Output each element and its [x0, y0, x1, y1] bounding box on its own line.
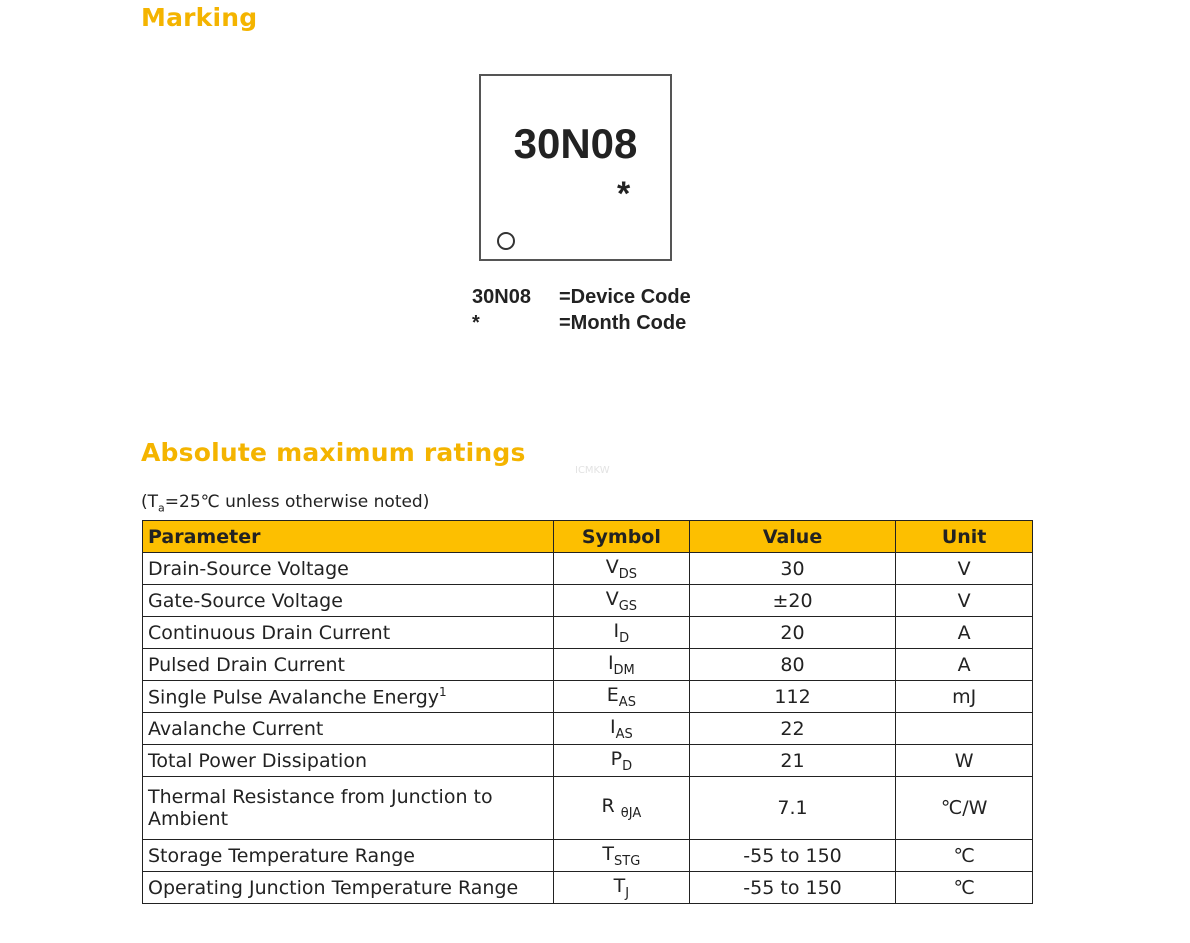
cell-unit	[896, 713, 1033, 745]
cell-value: 112	[689, 681, 895, 713]
parameter-text: Continuous Drain Current	[148, 621, 391, 644]
symbol-subscript: GS	[618, 598, 638, 614]
cell-parameter	[143, 681, 554, 713]
cell-parameter	[143, 713, 554, 745]
condition-prefix: (T	[141, 492, 159, 512]
legend-key: 30N08	[472, 286, 531, 308]
symbol-main: E	[606, 683, 619, 706]
cell-symbol	[553, 681, 689, 713]
cell-unit: ℃	[896, 872, 1033, 904]
table-row	[143, 777, 1033, 840]
cell-value: 20	[689, 617, 895, 649]
symbol-subscript: J	[625, 885, 630, 901]
package-device-code: 30N08	[513, 120, 638, 167]
parameter-text: Operating Junction Temperature Range	[148, 876, 519, 899]
cell-symbol	[553, 713, 689, 745]
marking-legend	[472, 284, 691, 336]
cell-unit: V	[896, 585, 1033, 617]
absolute-maximum-ratings-table	[142, 520, 1033, 904]
legend-key: *	[472, 312, 480, 334]
table-row	[143, 713, 1033, 745]
symbol-subscript: θJA	[620, 805, 642, 821]
table-body	[143, 553, 1033, 904]
symbol-subscript: DM	[613, 662, 635, 678]
cell-value: -55 to 150	[689, 840, 895, 872]
condition-subscript: a	[158, 501, 165, 515]
legend-row-month-code	[472, 310, 691, 336]
cell-symbol	[553, 585, 689, 617]
cell-value: 21	[689, 745, 895, 777]
parameter-text: Pulsed Drain Current	[148, 653, 345, 676]
ratings-section-title: Absolute maximum ratings	[141, 438, 526, 467]
cell-unit: ℃	[896, 840, 1033, 872]
package-marking-diagram	[479, 74, 672, 261]
cell-unit: mJ	[896, 681, 1033, 713]
cell-parameter	[143, 617, 554, 649]
symbol-subscript: D	[619, 630, 630, 646]
cell-value: ±20	[689, 585, 895, 617]
cell-parameter	[143, 553, 554, 585]
parameter-text: Storage Temperature Range	[148, 844, 415, 867]
cell-value: -55 to 150	[689, 872, 895, 904]
cell-parameter	[143, 745, 554, 777]
legend-row-device-code	[472, 284, 691, 310]
header-parameter: Parameter	[143, 521, 554, 553]
symbol-main: P	[610, 747, 623, 770]
symbol-main: I	[607, 651, 614, 674]
header-symbol: Symbol	[553, 521, 689, 553]
symbol-subscript: AS	[615, 726, 633, 742]
parameter-text: Thermal Resistance from Junction to Ambient	[148, 786, 493, 830]
cell-symbol	[553, 553, 689, 585]
table-row	[143, 617, 1033, 649]
cell-parameter	[143, 872, 554, 904]
pin1-indicator-icon	[497, 232, 515, 250]
cell-unit: ℃/W	[896, 777, 1033, 840]
cell-value: 22	[689, 713, 895, 745]
table-row	[143, 872, 1033, 904]
condition-suffix: =25℃ unless otherwise noted)	[164, 492, 430, 512]
table-header-row	[143, 521, 1033, 553]
package-month-code: *	[617, 175, 631, 213]
footnote-marker: 1	[439, 684, 447, 699]
symbol-subscript: DS	[618, 566, 637, 582]
table-row	[143, 840, 1033, 872]
cell-value: 30	[689, 553, 895, 585]
cell-symbol	[553, 840, 689, 872]
cell-parameter	[143, 649, 554, 681]
symbol-main: T	[602, 842, 615, 865]
cell-unit: W	[896, 745, 1033, 777]
table-row	[143, 681, 1033, 713]
parameter-text: Drain-Source Voltage	[148, 557, 349, 580]
legend-value: =Month Code	[559, 312, 687, 334]
parameter-text: Single Pulse Avalanche Energy	[148, 686, 439, 709]
symbol-subscript: STG	[614, 853, 641, 869]
symbol-main: V	[605, 555, 619, 578]
parameter-text: Total Power Dissipation	[148, 749, 367, 772]
cell-parameter	[143, 840, 554, 872]
cell-parameter	[143, 777, 554, 840]
cell-symbol	[553, 617, 689, 649]
symbol-main: T	[613, 874, 626, 897]
parameter-text: Gate-Source Voltage	[148, 589, 343, 612]
legend-value: =Device Code	[559, 286, 691, 308]
symbol-subscript: D	[622, 758, 633, 774]
header-unit: Unit	[896, 521, 1033, 553]
cell-symbol	[553, 777, 689, 840]
symbol-main: I	[609, 715, 616, 738]
table-row	[143, 553, 1033, 585]
ratings-condition-note	[141, 492, 429, 514]
cell-value: 7.1	[689, 777, 895, 840]
cell-value: 80	[689, 649, 895, 681]
parameter-text: Avalanche Current	[148, 717, 324, 740]
cell-unit: A	[896, 617, 1033, 649]
symbol-subscript: AS	[618, 694, 636, 710]
symbol-main: V	[605, 587, 619, 610]
cell-symbol	[553, 745, 689, 777]
watermark: ICMKW	[575, 465, 610, 476]
cell-unit: V	[896, 553, 1033, 585]
marking-section-title: Marking	[141, 3, 258, 32]
table-row	[143, 745, 1033, 777]
cell-symbol	[553, 872, 689, 904]
table-row	[143, 649, 1033, 681]
symbol-main: R	[601, 795, 621, 818]
cell-unit: A	[896, 649, 1033, 681]
header-value: Value	[689, 521, 895, 553]
symbol-main: I	[613, 619, 620, 642]
cell-parameter	[143, 585, 554, 617]
table-row	[143, 585, 1033, 617]
cell-symbol	[553, 649, 689, 681]
